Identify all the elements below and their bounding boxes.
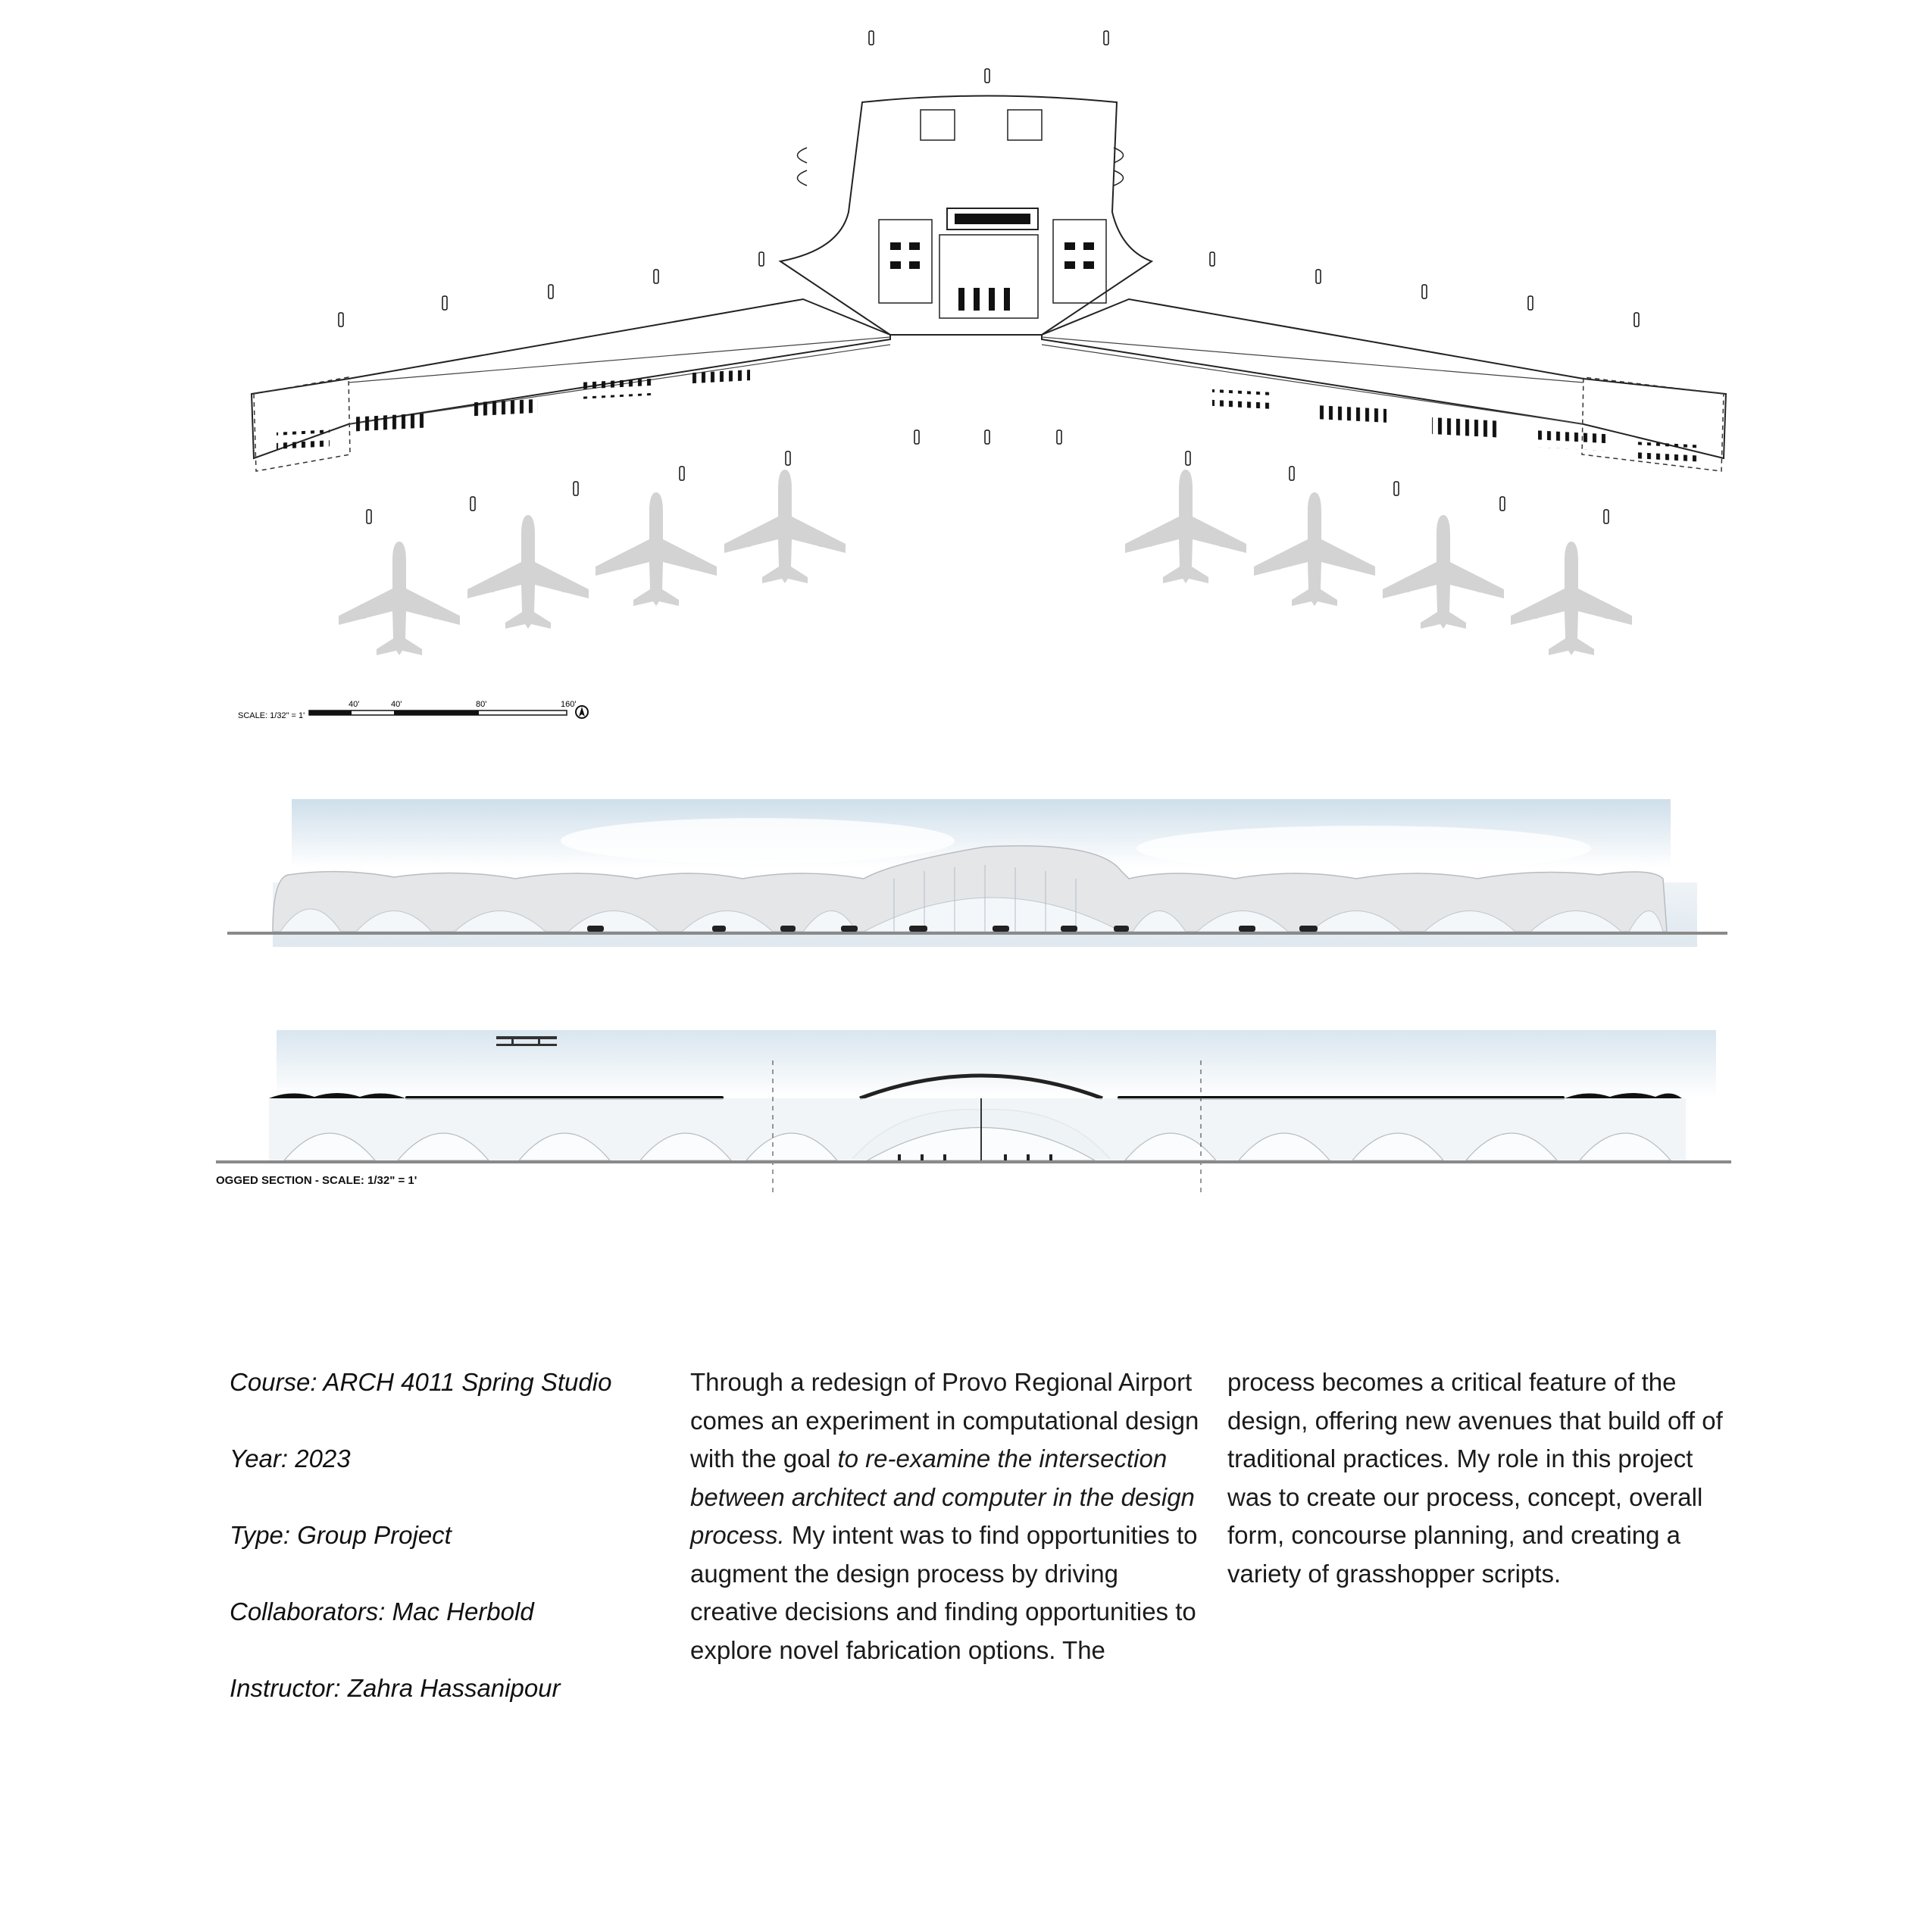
description-text: My intent was to find opportunities to augment the design process by driving creative decisions and finding opportunities to explore novel fabrication options. The [690, 1521, 1198, 1664]
instructor-info: Instructor: Zahra Hassanipour [230, 1674, 561, 1702]
scale-label: SCALE: 1/32" = 1' [238, 711, 305, 720]
scale-tick: 40' [349, 700, 360, 709]
collaborators-info: Collaborators: Mac Herbold [230, 1597, 534, 1626]
type-info: Type: Group Project [230, 1521, 452, 1549]
description-column-2 [1227, 1363, 1743, 1593]
scale-bar [238, 700, 588, 720]
building-section [216, 1023, 1731, 1212]
terminal-floor-plan [0, 0, 1932, 727]
scale-tick: 160' [561, 700, 577, 709]
aircraft-group [339, 470, 1632, 655]
year-info: Year: 2023 [230, 1444, 351, 1472]
course-info: Course: ARCH 4011 Spring Studio [230, 1368, 612, 1396]
section-label: OGGED SECTION - SCALE: 1/32" = 1' [216, 1174, 417, 1187]
scale-tick: 80' [476, 700, 487, 709]
description-text: process becomes a critical feature of the design, offering new avenues that build off of traditional practices. My role in this project was to create our process, concept, overall form, concourse planning, and creating a variety of grasshopper scripts. [1227, 1368, 1723, 1588]
description-emphasis: to re-examine the intersection between architect and computer in the design process. [690, 1444, 1195, 1549]
scale-tick: 40' [391, 700, 402, 709]
project-info [230, 1363, 654, 1746]
description-text: Through a redesign of Provo Regional Airport comes an experiment in computational design with the goal [690, 1368, 1199, 1472]
description-column-1 [690, 1363, 1205, 1669]
building-elevation [227, 795, 1727, 947]
